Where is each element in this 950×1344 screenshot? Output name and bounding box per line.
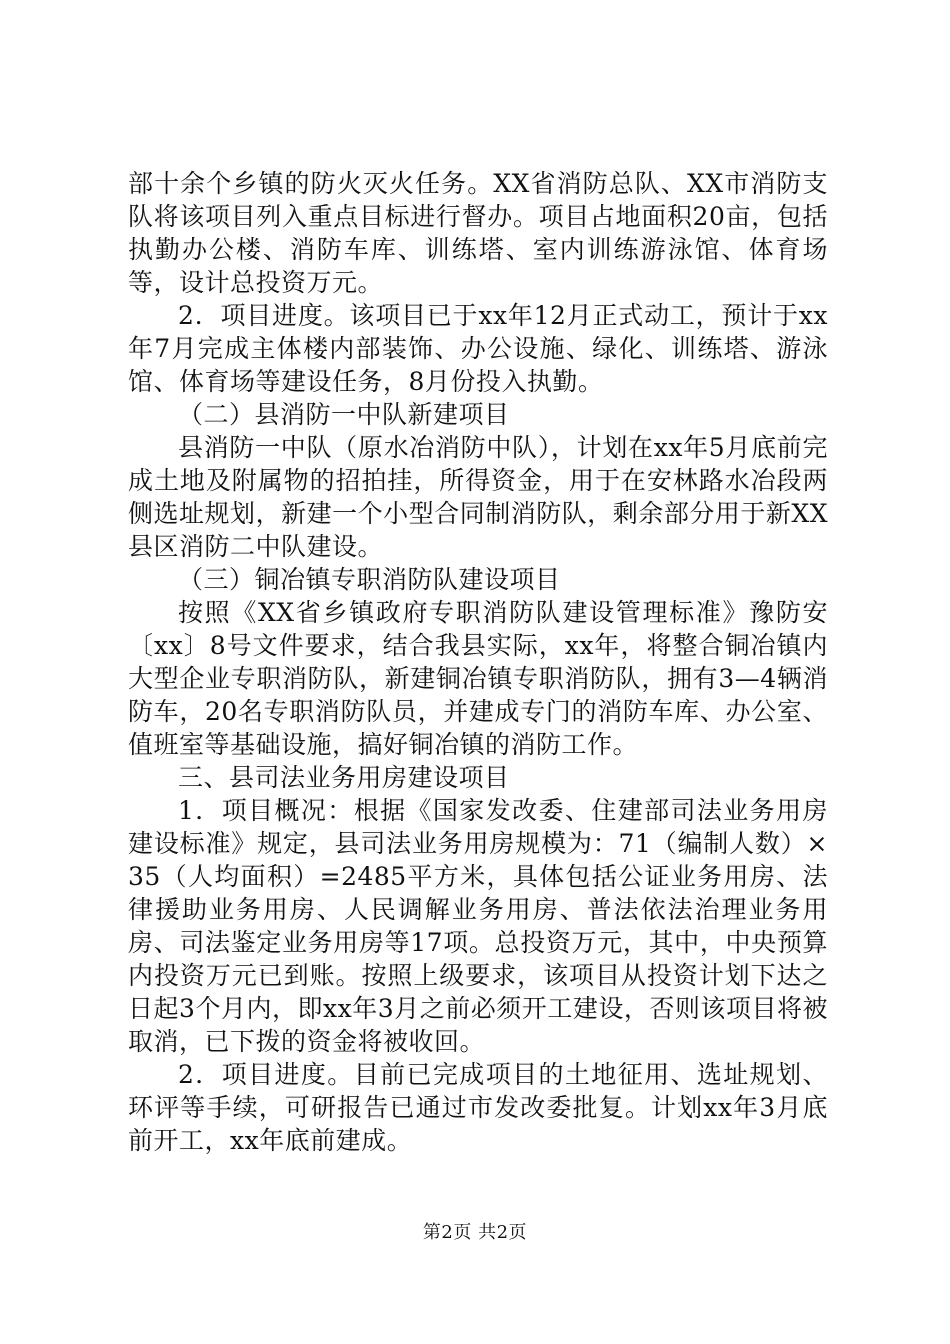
paragraph-3: 县消防一中队（原水冶消防中队），计划在xx年5月底前完成土地及附属物的招拍挂，所得资金，用于在安林路水冶段两侧选址规划，新建一个小型合同制消防队，剩余部分用于新XX县区消防二中队建设。: [128, 433, 828, 561]
paragraph-6: 2．项目进度。目前已完成项目的土地征用、选址规划、环评等手续，可研报告已通过市发改委批复。计划xx年3月底前开工，xx年底前建成。: [128, 1060, 828, 1155]
paragraph-2: 2．项目进度。该项目已于xx年12月正式动工，预计于xx年7月完成主体楼内部装饰、办公设施、绿化、训练塔、游泳馆、体育场等建设任务，8月份投入执勤。: [128, 301, 828, 396]
document-body: [128, 167, 828, 1157]
page-footer: 第2页 共2页: [422, 1222, 528, 1243]
section-heading-2: （二）县消防一中队新建项目: [178, 400, 510, 429]
paragraph-4: 按照《XX省乡镇政府专职消防队建设管理标准》豫防安〔xx〕8号文件要求，结合我县实际，xx年，将整合铜冶镇内大型企业专职消防队，新建铜冶镇专职消防队，拥有3—4辆消防车，20名专职消防队员，并建成专门的消防车库、办公室、值班室等基础设施，搞好铜冶镇的消防工作。: [128, 598, 828, 759]
paragraph-1: 部十余个乡镇的防火灭火任务。XX省消防总队、XX市消防支队将该项目列入重点目标进行督办。项目占地面积20亩，包括执勤办公楼、消防车库、训练塔、室内训练游泳馆、体育场等，设计总投资万元。: [128, 169, 828, 297]
section-heading-3: （三）铜冶镇专职消防队建设项目: [178, 565, 561, 594]
section-heading-three: 三、县司法业务用房建设项目: [178, 763, 510, 792]
paragraph-5: 1．项目概况：根据《国家发改委、住建部司法业务用房建设标准》规定，县司法业务用房规模为：71（编制人数）×35（人均面积）=2485平方米，具体包括公证业务用房、法律援助业务用房、人民调解业务用房、普法依法治理业务用房、司法鉴定业务用房等17项。总投资万元，其中，中央预算内投资万元已到账。按照上级要求，该项目从投资计划下达之日起3个月内，即xx年3月之前必须开工建设，否则该项目将被取消，已下拨的资金将被收回。: [128, 796, 828, 1056]
